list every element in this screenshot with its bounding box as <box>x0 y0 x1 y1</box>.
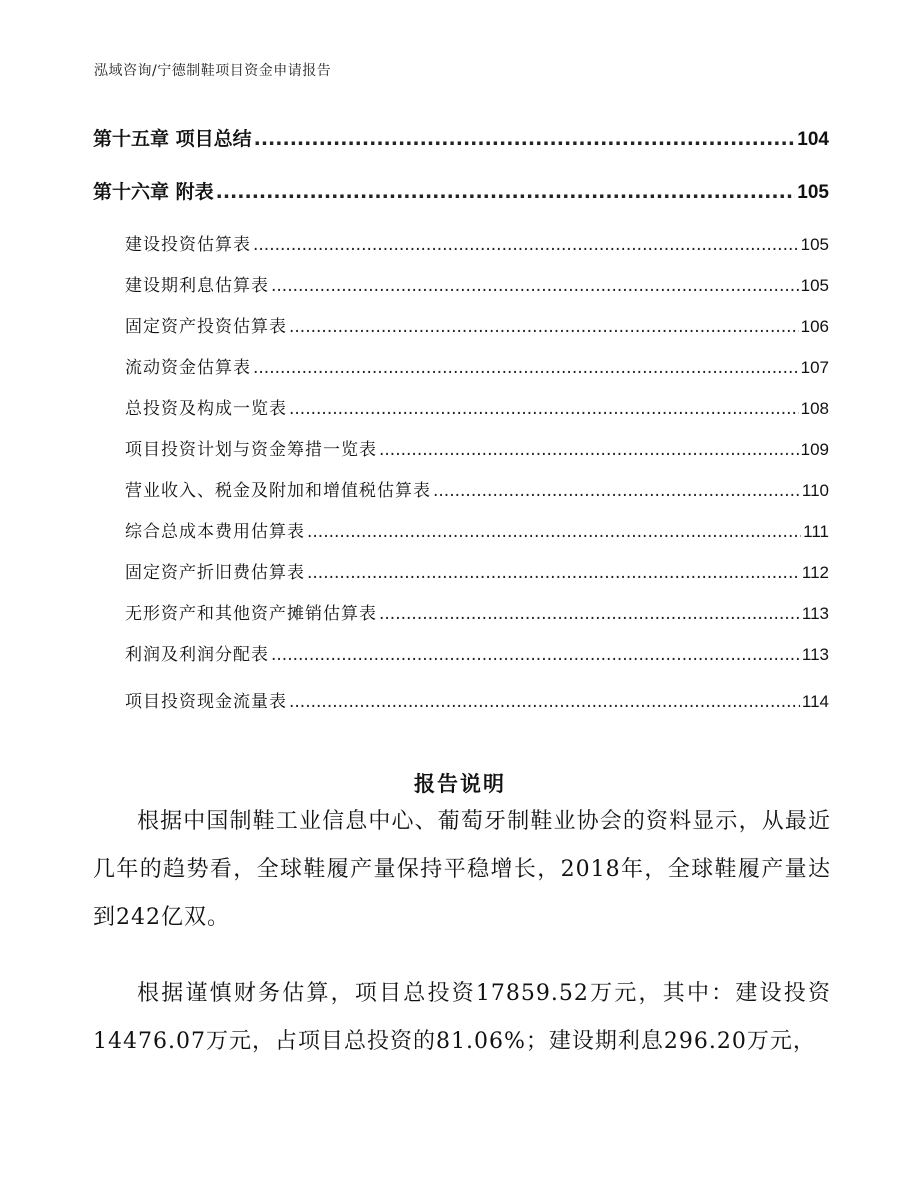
toc-page-number: 108 <box>800 399 829 418</box>
toc-page-number: 109 <box>800 440 829 459</box>
toc-section[interactable] <box>125 599 829 624</box>
toc-section[interactable] <box>125 312 829 337</box>
toc-section[interactable] <box>125 230 829 255</box>
toc-chapter-title: 第十五章 项目总结 <box>93 128 252 150</box>
toc-page-number: 113 <box>801 645 829 664</box>
toc-section[interactable] <box>125 517 829 542</box>
toc-page-number: 113 <box>801 604 829 623</box>
toc-section-title: 建设投资估算表 <box>125 235 251 255</box>
toc-section[interactable] <box>125 435 829 460</box>
toc-page-number: 104 <box>797 129 829 150</box>
toc-section-title: 固定资产折旧费估算表 <box>125 563 305 583</box>
toc-section-title: 利润及利润分配表 <box>125 645 269 665</box>
report-paragraph: 根据谨慎财务估算，项目总投资17859.52万元，其中：建设投资14476.07万元，占项目总投资的81.06%；建设期利息296.20万元， <box>93 981 831 1054</box>
toc-section-title: 流动资金估算表 <box>125 358 251 378</box>
toc-section[interactable] <box>125 394 829 419</box>
toc-leader-dots <box>307 563 800 583</box>
report-paragraph: 根据中国制鞋工业信息中心、葡萄牙制鞋业协会的资料显示，从最近几年的趋势看，全球鞋履产量保持平稳增长，2018年，全球鞋履产量达到242亿双。 <box>93 809 831 930</box>
toc-section[interactable] <box>125 271 829 296</box>
toc-leader-dots <box>271 276 799 296</box>
toc-section-title: 综合总成本费用估算表 <box>125 522 305 542</box>
toc-leader-dots <box>254 128 796 150</box>
toc-leader-dots <box>271 645 800 665</box>
toc-section[interactable] <box>125 353 829 378</box>
toc-page-number: 106 <box>800 317 829 336</box>
toc-leader-dots <box>307 522 801 542</box>
toc-leader-dots <box>289 399 799 419</box>
toc-section-title: 固定资产投资估算表 <box>125 317 287 337</box>
toc-leader-dots <box>379 604 800 624</box>
toc-section-title: 无形资产和其他资产摊销估算表 <box>125 604 377 624</box>
toc-page-number: 112 <box>801 563 829 582</box>
toc-leader-dots <box>253 235 799 255</box>
toc-section[interactable] <box>125 687 829 712</box>
toc-leader-dots <box>253 358 799 378</box>
toc-chapter-16[interactable] <box>93 177 829 204</box>
toc-page-number: 111 <box>803 522 829 541</box>
toc-page-number: 105 <box>800 276 829 295</box>
toc-section-title: 项目投资现金流量表 <box>125 692 287 712</box>
toc-section-title: 项目投资计划与资金筹措一览表 <box>125 440 377 460</box>
toc-section-title: 建设期利息估算表 <box>125 276 269 296</box>
report-title: 报告说明 <box>414 772 506 796</box>
toc-section[interactable] <box>125 640 829 665</box>
toc-section[interactable] <box>125 476 829 501</box>
toc-leader-dots <box>379 440 799 460</box>
toc-section-title: 总投资及构成一览表 <box>125 399 287 419</box>
toc-leader-dots <box>289 317 799 337</box>
toc-page-number: 105 <box>800 235 829 254</box>
toc-leader-dots <box>433 481 800 501</box>
toc-chapter-title: 第十六章 附表 <box>93 181 214 203</box>
toc-page-number: 105 <box>797 182 829 203</box>
toc-page-number: 107 <box>800 358 829 377</box>
toc-leader-dots <box>216 181 796 203</box>
page-header: 泓域咨询/宁德制鞋项目资金申请报告 <box>94 63 332 79</box>
toc-section[interactable] <box>125 558 829 583</box>
toc-leader-dots <box>289 692 800 712</box>
toc-chapter-15[interactable] <box>93 124 829 151</box>
toc-page-number: 114 <box>801 692 829 711</box>
toc-page-number: 110 <box>801 481 829 500</box>
toc-section-title: 营业收入、税金及附加和增值税估算表 <box>125 481 431 501</box>
